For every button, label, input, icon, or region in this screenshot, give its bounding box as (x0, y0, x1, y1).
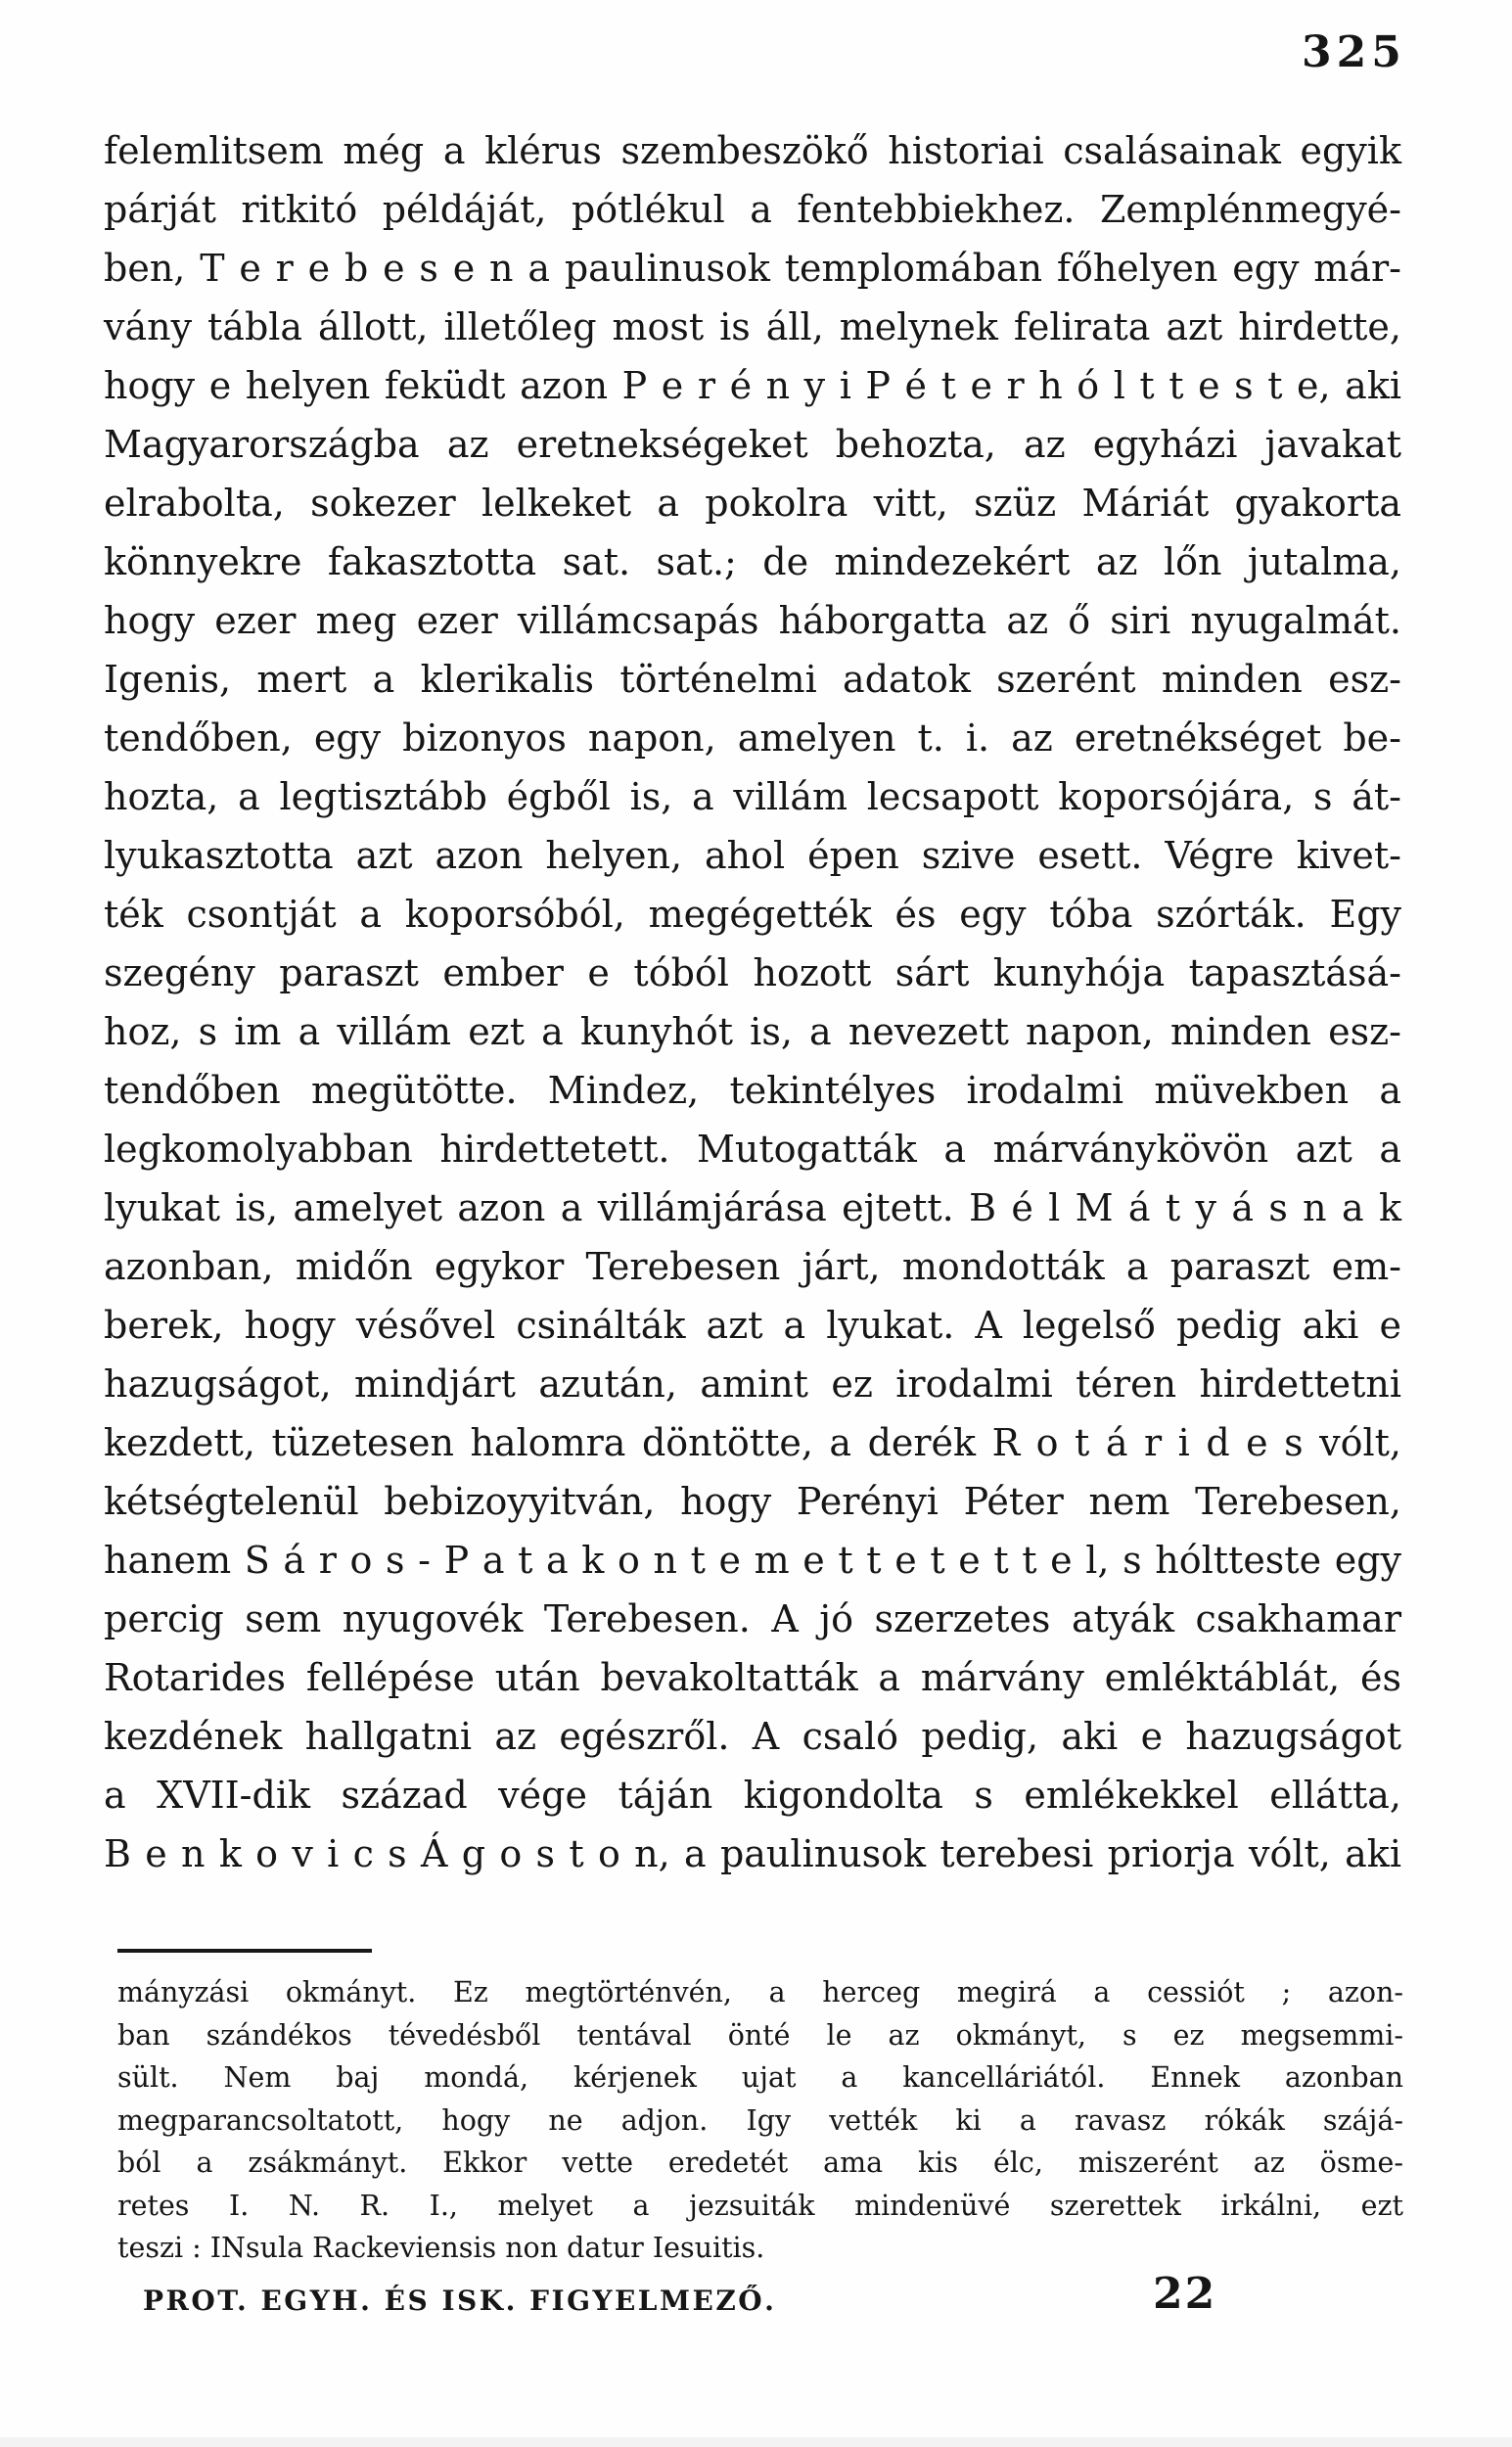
body-text (104, 121, 1401, 1883)
footer-issue-number: 22 (1153, 2269, 1217, 2319)
body-line: Igenis, mert a klerikalis történelmi adatok szerént minden esz- (104, 658, 1401, 701)
body-line: elrabolta, sokezer lelkeket a pokolra vitt, szüz Máriát gyakorta (104, 482, 1401, 525)
body-line: hogy ezer meg ezer villámcsapás háborgatta az ő siri nyugalmát. (104, 599, 1401, 642)
body-line: tendőben megütötte. Mindez, tekintélyes irodalmi müvekben a (104, 1069, 1401, 1112)
footnote-line: sült. Nem baj mondá, kérjenek ujat a kancelláriától. Ennek azonban (117, 2061, 1403, 2094)
footnote-line: ban szándékos tévedésből tentával önté le az okmányt, s ez megsemmi- (117, 2018, 1403, 2052)
footnote-line: ból a zsákmányt. Ekkor vette eredetét ama kis élc, miszerént az ösme- (117, 2147, 1403, 2179)
footnote-line: mányzási okmányt. Ez megtörténvén, a herceg megirá a cessiót ; azon- (117, 1976, 1403, 2008)
page-footer (143, 2269, 1401, 2353)
body-line: B e n k o v i c s Á g o s t o n, a paulinusok terebesi priorja vólt, aki (104, 1832, 1401, 1875)
body-line: kezdett, tüzetesen halomra döntötte, a derék R o t á r i d e s vólt, (104, 1421, 1401, 1464)
body-line: hogy e helyen feküdt azon P e r é n y i P é t e r h ó l t t e s t e, aki (104, 364, 1401, 407)
body-line: lyukasztotta azt azon helyen, ahol épen szive esett. Végre kivet- (104, 834, 1401, 877)
body-line: ték csontját a koporsóból, megégették és egy tóba szórták. Egy (104, 893, 1401, 936)
footnote-line: retes I. N. R. I., melyet a jezsuiták mindenüvé szerettek irkálni, ezt (117, 2189, 1403, 2222)
body-line: vány tábla állott, illetőleg most is áll, melynek felirata azt hirdette, (104, 305, 1401, 348)
footnote-line: teszi : INsula Rackeviensis non datur Iesuitis. (117, 2232, 765, 2264)
body-line: tendőben, egy bizonyos napon, amelyen t. i. az eretnékséget be- (104, 716, 1401, 760)
journal-title: PROT. EGYH. ÉS ISK. FIGYELMEZŐ. (143, 2285, 777, 2317)
body-line: berek, hogy vésővel csinálták azt a lyukat. A legelső pedig aki e (104, 1304, 1401, 1347)
footnote-line: megparancsoltatott, hogy ne adjon. Igy vették ki a ravasz rókák szájá- (117, 2103, 1403, 2137)
footnote-text (117, 1971, 1403, 2270)
body-line: hozta, a legtisztább égből is, a villám lecsapott koporsójára, s át- (104, 775, 1401, 818)
body-line: legkomolyabban hirdettetett. Mutogatták a márványkövön azt a (104, 1128, 1401, 1171)
page-number: 325 (1302, 27, 1406, 77)
body-line: azonban, midőn egykor Terebesen járt, mondották a paraszt em- (104, 1245, 1401, 1288)
body-line: felemlitsem még a klérus szembeszökő historiai csalásainak egyik (104, 129, 1401, 172)
body-line: könnyekre fakasztotta sat. sat.; de mindezekért az lőn jutalma, (104, 540, 1401, 583)
body-line: szegény paraszt ember e tóból hozott sárt kunyhója tapasztásá- (104, 951, 1401, 994)
body-line: hoz, s im a villám ezt a kunyhót is, a nevezett napon, minden esz- (104, 1010, 1401, 1053)
body-line: Rotarides fellépése után bevakoltatták a márvány emléktáblát, és (104, 1656, 1401, 1699)
body-line: percig sem nyugovék Terebesen. A jó szerzetes atyák csakhamar (104, 1597, 1401, 1640)
body-line: Magyarországba az eretnekségeket behozta, az egyházi javakat (104, 423, 1401, 466)
body-line: ben, T e r e b e s e n a paulinusok templomában főhelyen egy már- (104, 247, 1401, 290)
body-line: párját ritkitó példáját, pótlékul a fentebbiekhez. Zemplénmegyé- (104, 188, 1401, 231)
body-line: hazugságot, mindjárt azután, amint ez irodalmi téren hirdettetni (104, 1362, 1401, 1406)
body-line: kétségtelenül bebizoyyitván, hogy Perényi Péter nem Terebesen, (104, 1480, 1401, 1523)
body-line: a XVII-dik század vége táján kigondolta s emlékekkel ellátta, (104, 1774, 1401, 1817)
body-line: hanem S á r o s - P a t a k o n t e m e t t e t e t t e l, s hóltteste egy (104, 1539, 1401, 1582)
body-line: kezdének hallgatni az egészről. A csaló pedig, aki e hazugságot (104, 1715, 1401, 1758)
body-line: lyukat is, amelyet azon a villámjárása ejtett. B é l M á t y á s n a k (104, 1186, 1401, 1229)
footnote-separator (117, 1949, 372, 1953)
